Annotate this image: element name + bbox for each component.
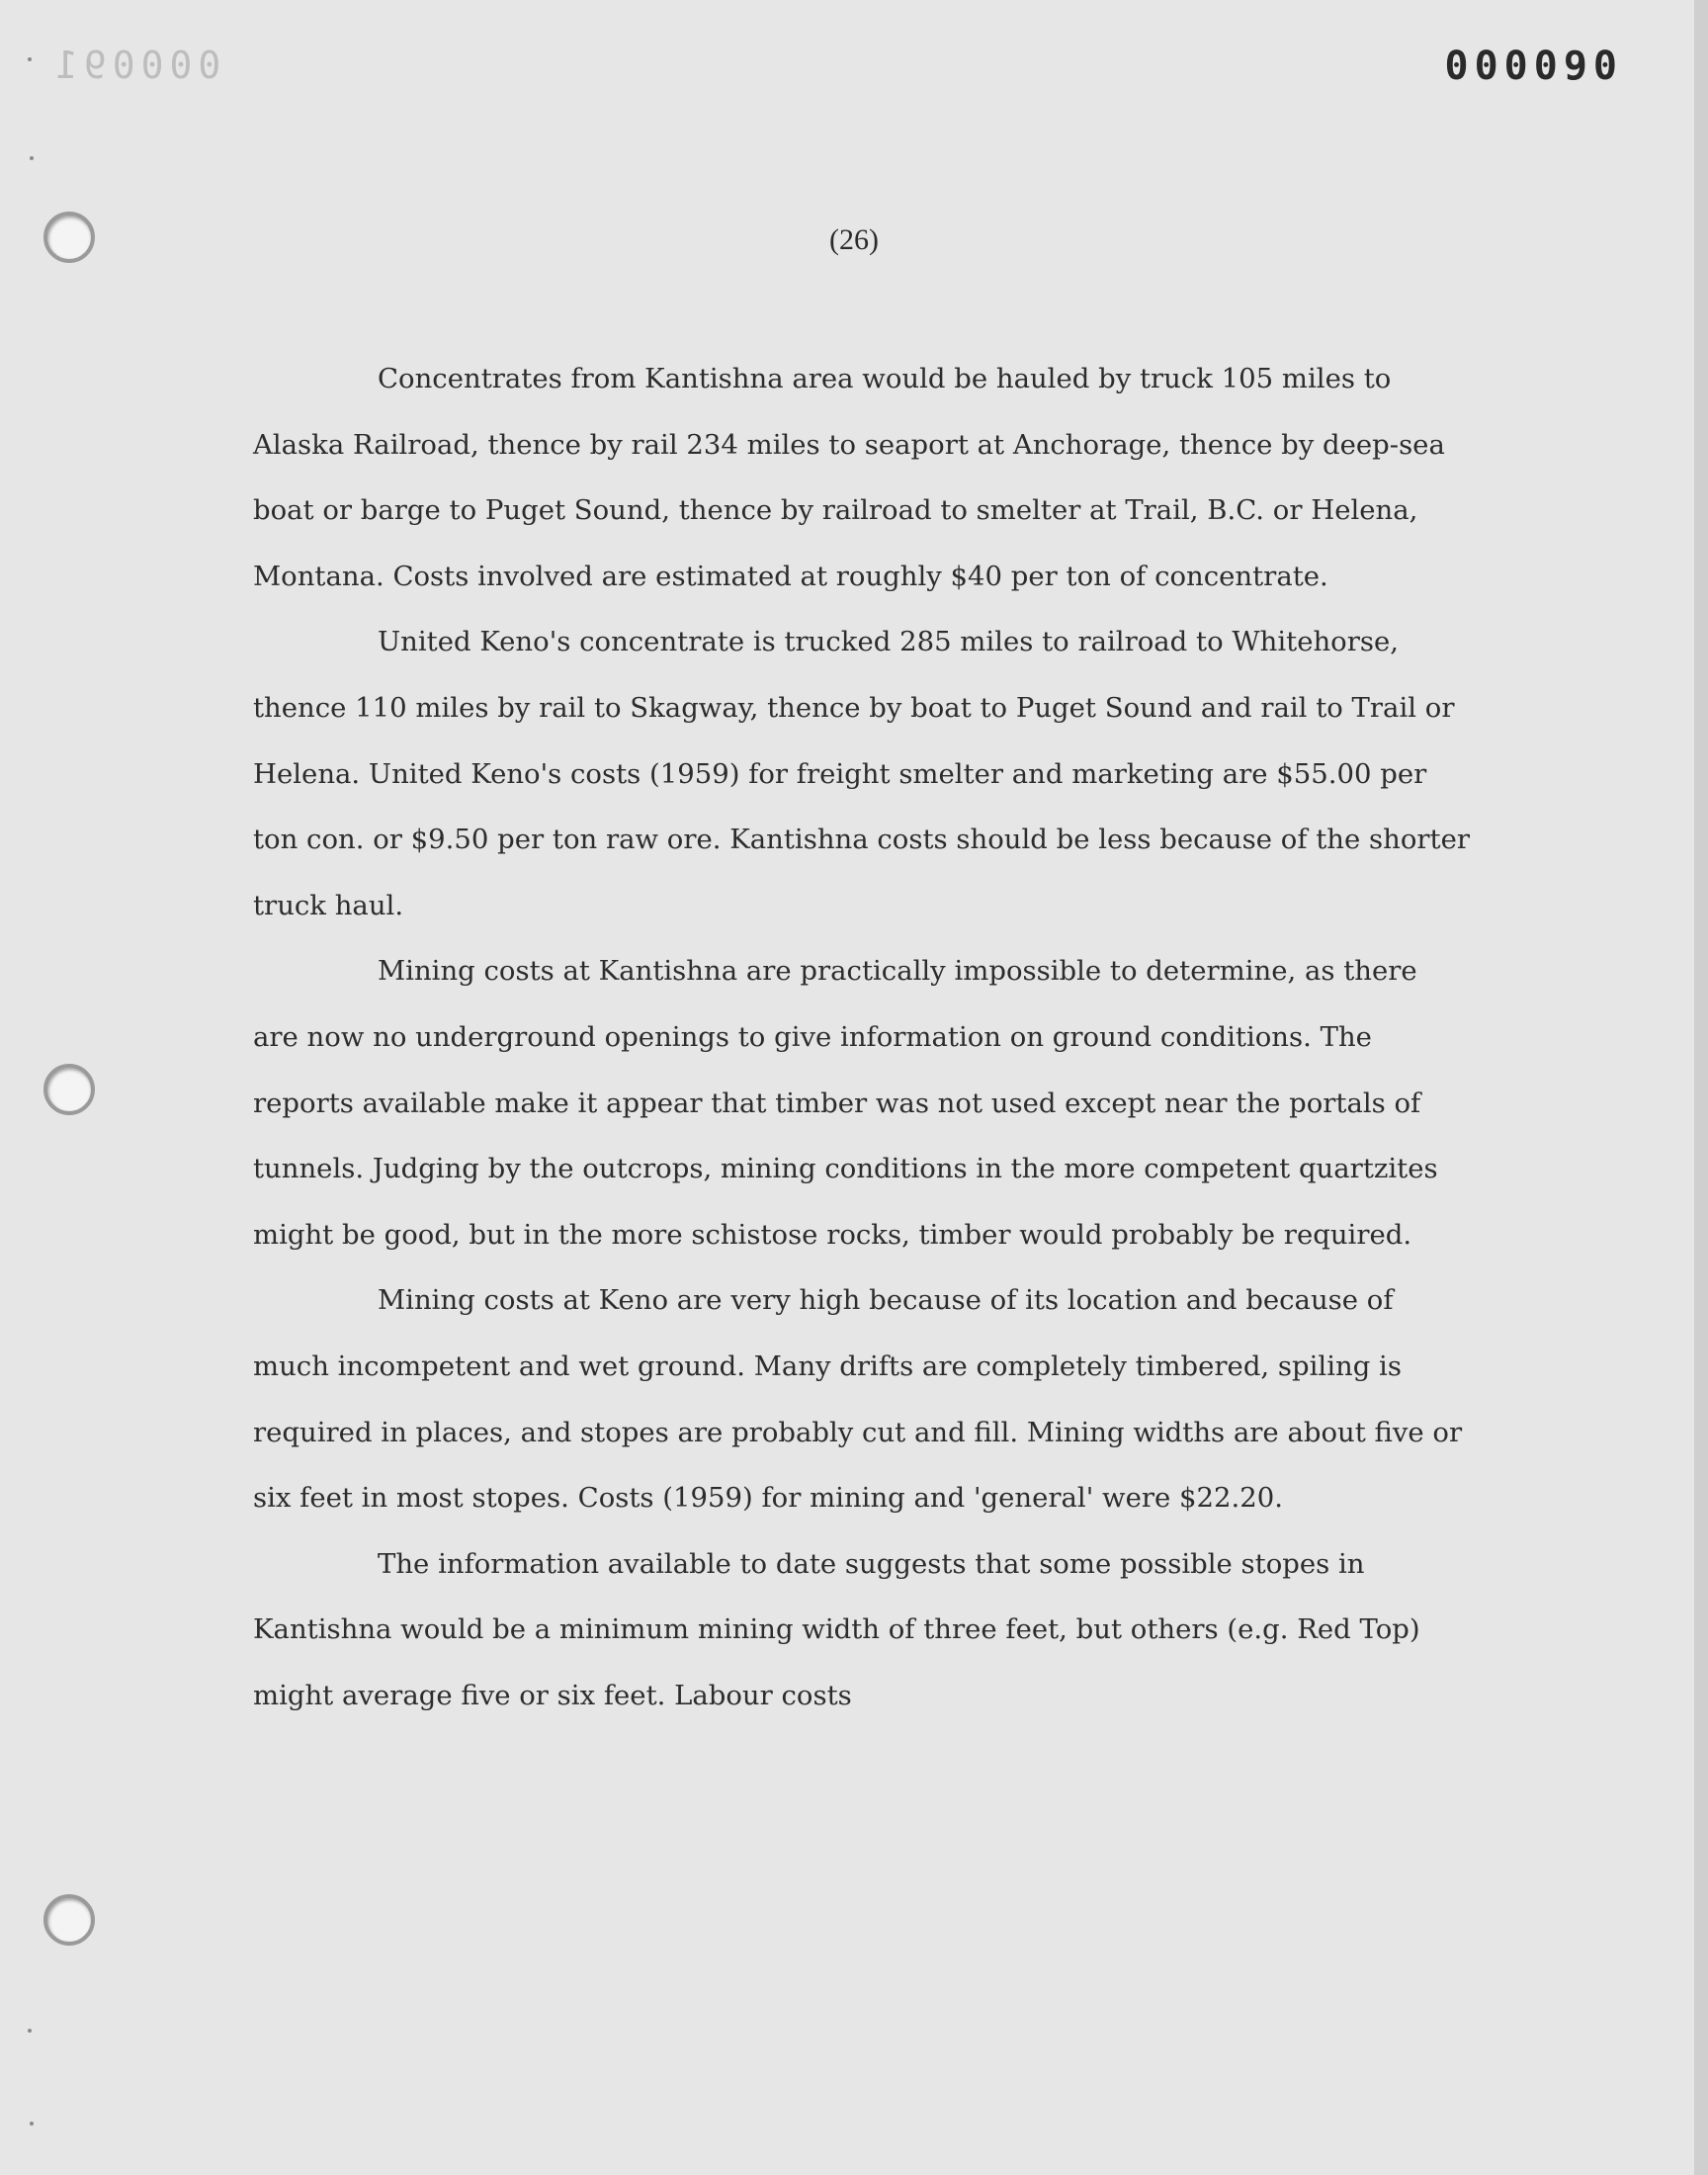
- body-text: [253, 346, 1471, 1728]
- paragraph-shipping-kantishna: Concentrates from Kantishna area would be hauled by truck 105 miles to Alaska Railroad, thence by rail 234 miles to seaport at Anchorage, thence by deep-sea boat or barge to Puget Sound, thence by railroad to smelter at Trail, B.C. or Helena, Montana. Costs involved are estimated at roughly $40 per ton of concentrate.: [253, 363, 1445, 592]
- paragraph-mining-keno: Mining costs at Keno are very high because of its location and because of much incompetent and wet ground. Many drifts are completely timbered, spiling is required in places, and stopes are probably cut and fill. Mining widths are about five or six feet in most stopes. Costs (1959) for mining and 'general' were $22.20.: [253, 1284, 1463, 1515]
- document-stamp-number: 000090: [1444, 44, 1623, 89]
- speck: [30, 156, 34, 160]
- speck: [30, 2122, 34, 2126]
- punch-hole-bottom: [43, 1894, 95, 1946]
- speck: [28, 2029, 32, 2033]
- speck: [28, 57, 32, 61]
- punch-hole-middle: [43, 1064, 95, 1115]
- bleed-through-stamp: 000091: [49, 44, 221, 87]
- page-number: (26): [829, 223, 879, 256]
- page-edge: [1694, 0, 1708, 2175]
- paragraph-mining-width: The information available to date suggests that some possible stopes in Kantishna would be a minimum mining width of three feet, but others (e.g. Red Top) might average five or six feet. Labour costs: [253, 1547, 1420, 1711]
- paragraph-mining-kantishna: Mining costs at Kantishna are practically impossible to determine, as there are now no underground openings to give information on ground conditions. The reports available make it appear that timber was not used except near the portals of tunnels. Judging by the outcrops, mining conditions in the more competent quartzites might be good, but in the more schistose rocks, timber would probably be required.: [253, 955, 1438, 1251]
- paragraph-shipping-keno: United Keno's concentrate is trucked 285 miles to railroad to Whitehorse, thence 110 miles by rail to Skagway, thence by boat to Puget Sound and rail to Trail or Helena. United Keno's costs (1959) for freight smelter and marketing are $55.00 per ton con. or $9.50 per ton raw ore. Kantishna costs should be less because of the shorter truck haul.: [253, 626, 1471, 921]
